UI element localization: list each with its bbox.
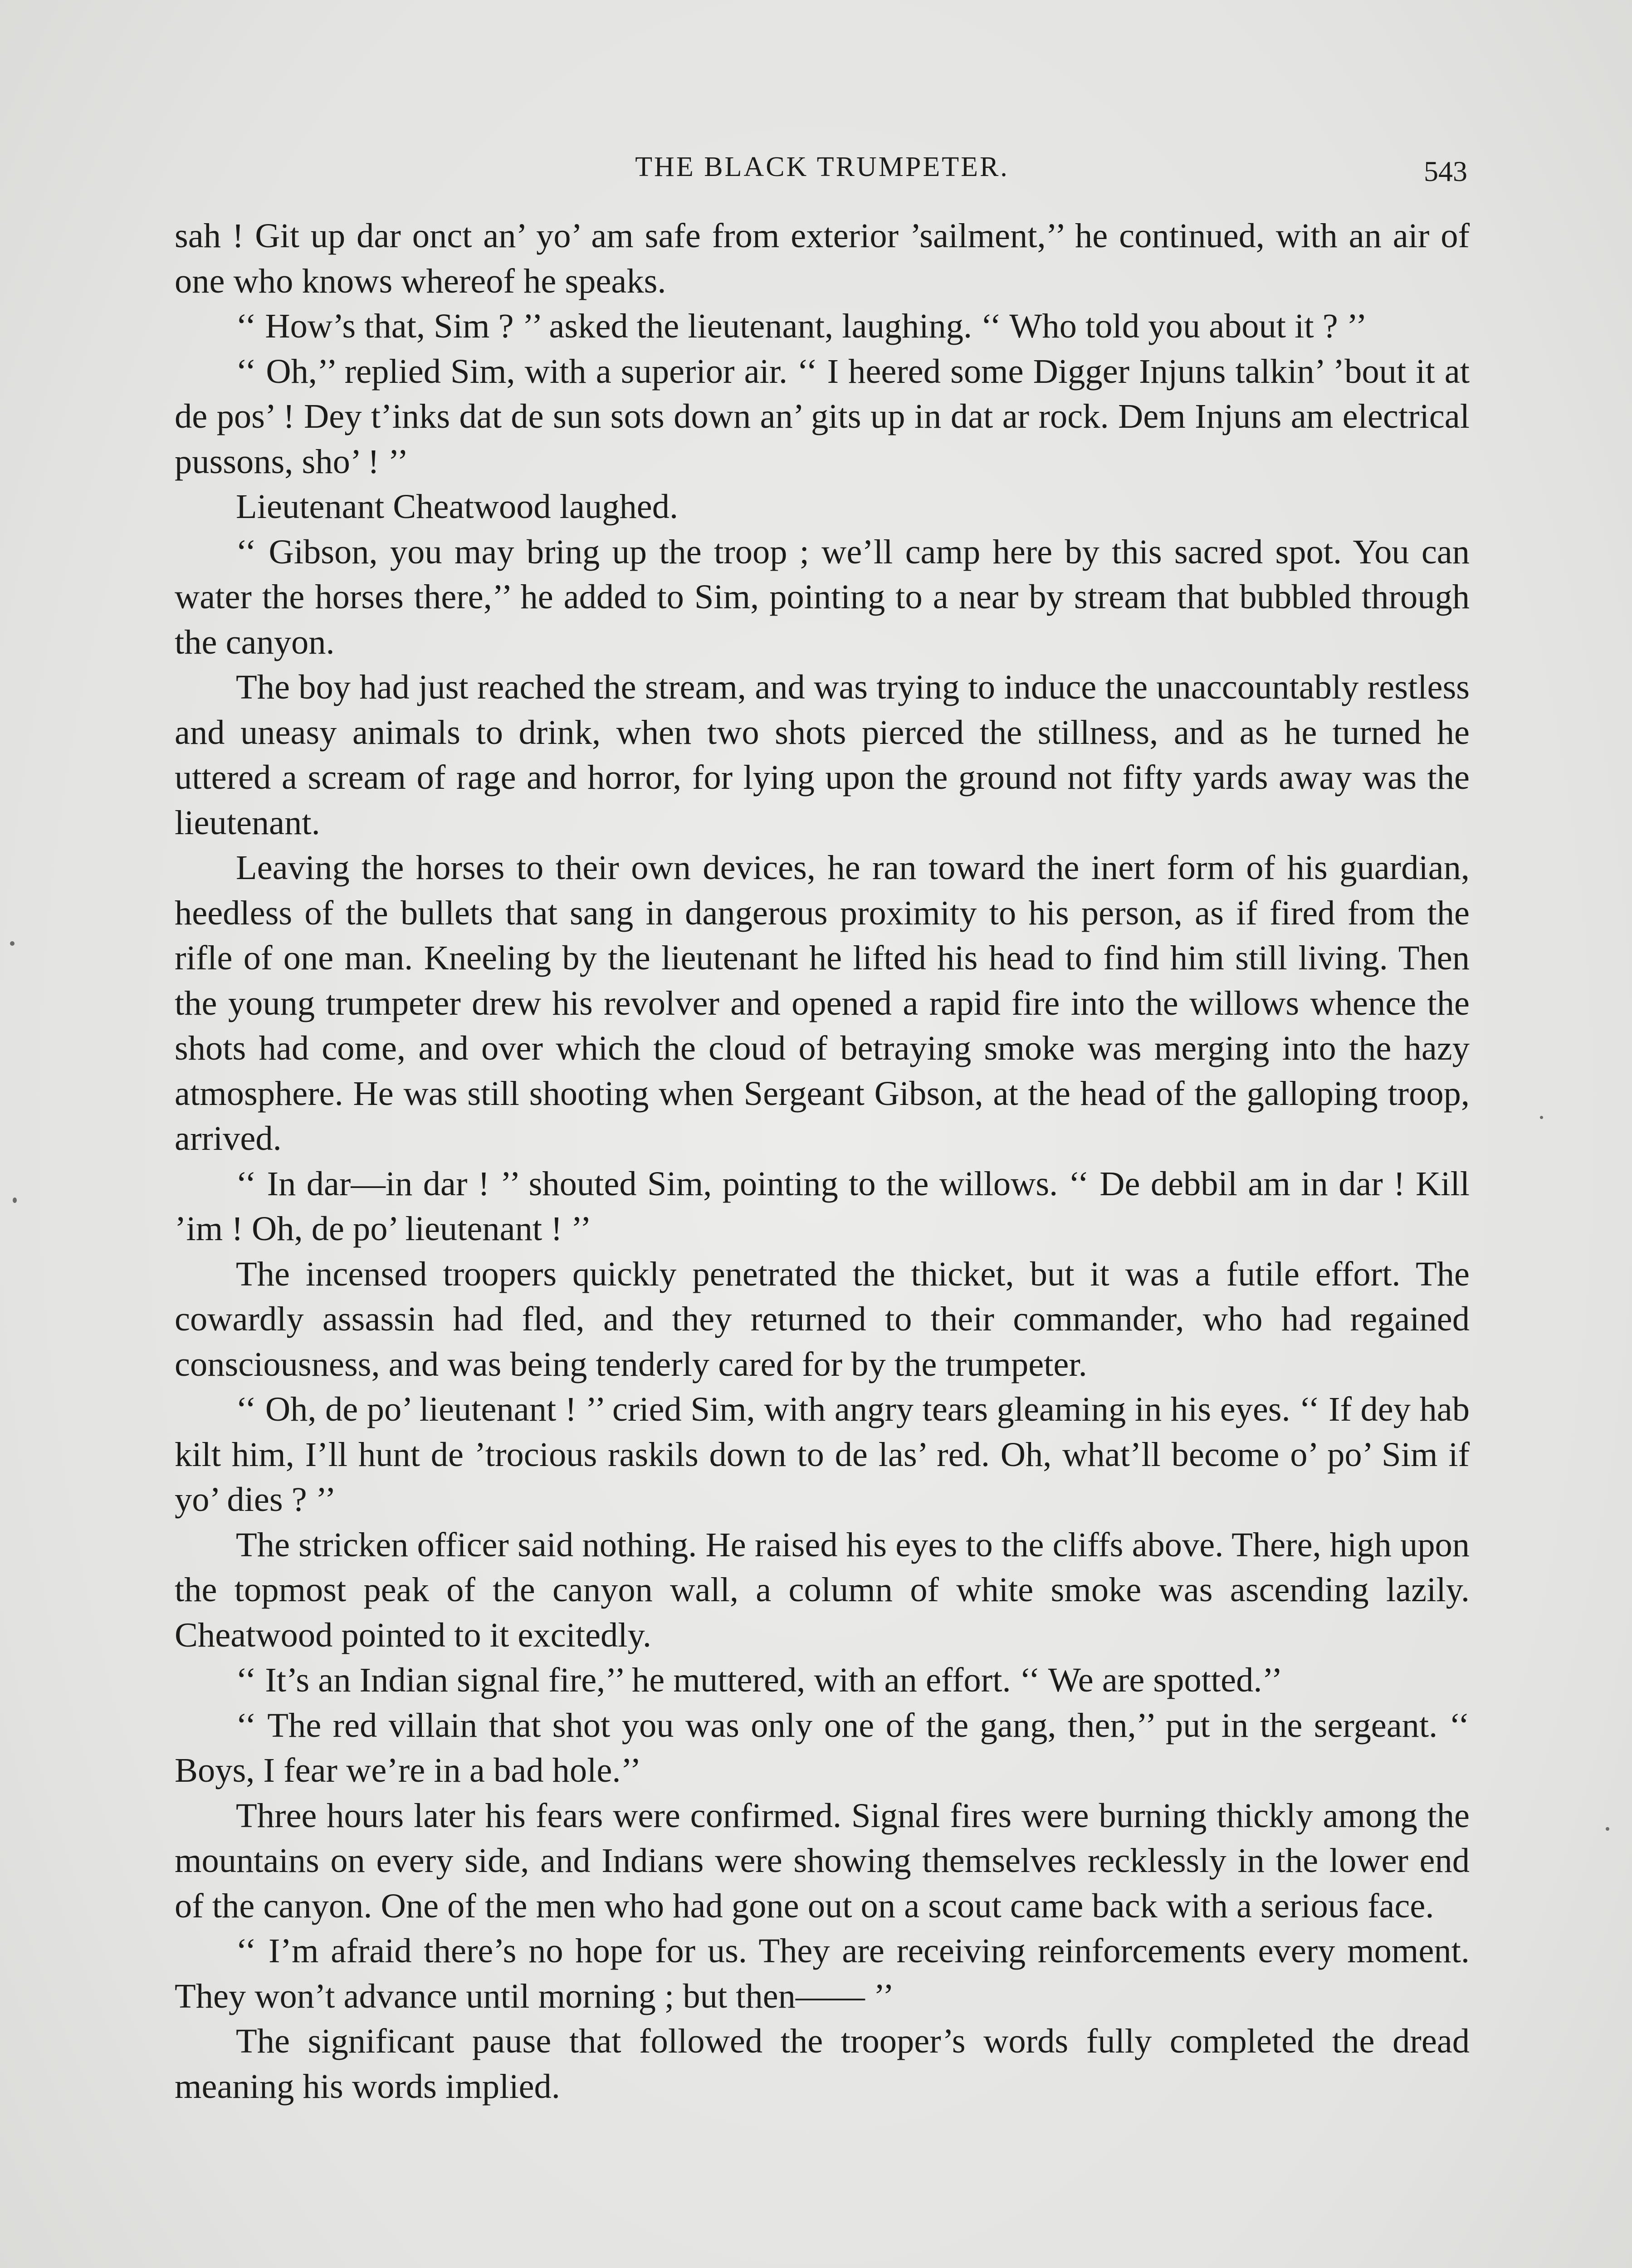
paragraph: The boy had just reached the stream, and was trying to induce the unaccountably restless and uneasy animals to drink, when two shots pierced the stillness, and as he turned he uttered a scream of rage and horror, for lying upon the ground not fifty yards away was the lieutenant. [175,668,1470,842]
paper-speck [1606,1827,1609,1831]
paragraph: Three hours later his fears were confirmed. Signal fires were burning thickly among the mountains on every side, and Indians were showing themselves recklessly in the lower end of the canyon. One of the men who had gone out on a scout came back with a serious face. [175,1796,1470,1925]
paragraph: ‘‘ The red villain that shot you was only one of the gang, then,’’ put in the sergeant. ‘‘ Boys, I fear we’re in a bad hole.’’ [175,1706,1470,1789]
paper-speck [10,941,15,946]
paragraph: Leaving the horses to their own devices, he ran toward the inert form of his guardian, heedless of the bullets that sang in dangerous proximity to his person, as if fired from the rifle of one man. Kneeling by the lieutenant he lifted his head to find him still living. Then the young trumpeter drew his revolver and opened a rapid fire into the willows whence the shots had come, and over which the cloud of betraying smoke was merging into the hazy atmosphere. He was still shooting when Sergeant Gibson, at the head of the galloping troop, arrived. [175,848,1470,1158]
paragraph: ‘‘ In dar—in dar ! ’’ shouted Sim, pointing to the willows. ‘‘ De debbil am in dar ! Kill ’im ! Oh, de po’ lieutenant ! ’’ [175,1164,1470,1248]
paragraph: The significant pause that followed the trooper’s words fully completed the dread meaning his words implied. [175,2022,1470,2106]
running-head [175,144,1470,190]
paragraph: ‘‘ It’s an Indian signal fire,’’ he muttered, with an effort. ‘‘ We are spotted.’’ [236,1661,1283,1699]
paragraph: The incensed troopers quickly penetrated the thicket, but it was a futile effort. The cowardly assassin had fled, and they returned to their commander, who had regained consciousness, and was being tenderly cared for by the trumpeter. [175,1254,1470,1383]
paragraph: ‘‘ Oh, de po’ lieutenant ! ’’ cried Sim, with angry tears gleaming in his eyes. ‘‘ If dey hab kilt him, I’ll hunt de ’trocious raskils down to de las’ red. Oh, what’ll become o’ po’ Sim if yo’ dies ? ’’ [175,1390,1470,1519]
paragraph: ‘‘ Gibson, you may bring up the troop ; we’ll camp here by this sacred spot. You can water the horses there,’’ he added to Sim, pointing to a near by stream that bubbled through the canyon. [175,532,1470,661]
paper-speck [1540,1116,1543,1119]
page-number: 543 [1424,155,1467,187]
page-title: THE BLACK TRUMPETER. [635,152,1009,182]
body-text [175,213,1470,2109]
paragraph: ‘‘ How’s that, Sim ? ’’ asked the lieutenant, laughing. ‘‘ Who told you about it ? ’’ [236,307,1368,345]
paragraph: ‘‘ Oh,’’ replied Sim, with a superior air. ‘‘ I heered some Digger Injuns talkin’ ’bout it at de pos’ ! Dey t’inks dat de sun sots down an’ gits up in dat ar rock. Dem Injuns am electrical pussons, sho’ ! ’’ [175,352,1470,481]
paragraph: The stricken officer said nothing. He raised his eyes to the cliffs above. There, high upon the topmost peak of the canyon wall, a column of white smoke was ascending lazily. Cheatwood pointed to it excitedly. [175,1525,1470,1654]
paragraph: sah ! Git up dar onct an’ yo’ am safe from exterior ’sailment,’’ he continued, with an air of one who knows whereof he speaks. [175,216,1470,300]
paragraph: ‘‘ I’m afraid there’s no hope for us. They are receiving reinforcements every moment. They won’t advance until morning ; but then—— ’’ [175,1931,1470,2015]
paper-speck [13,1198,17,1203]
paragraph: Lieutenant Cheatwood laughed. [236,487,679,526]
